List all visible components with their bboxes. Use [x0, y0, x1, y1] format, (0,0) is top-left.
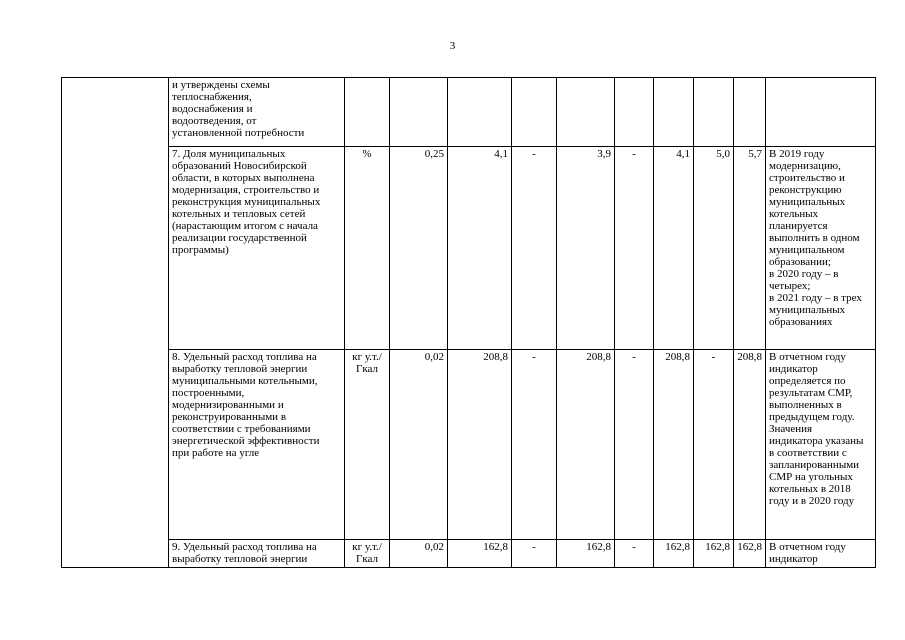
note-cell	[766, 78, 876, 147]
value-cell	[654, 78, 694, 147]
value-cell	[390, 78, 448, 147]
indicator-cell	[169, 350, 345, 540]
value-cell: 4,1	[448, 147, 512, 350]
value-cell	[615, 78, 654, 147]
value-cell	[512, 78, 557, 147]
value-cell: 162,8	[654, 540, 694, 568]
value-cell: -	[615, 350, 654, 540]
note-cell	[766, 540, 876, 568]
indicator-cell	[169, 540, 345, 568]
unit-cell: кг у.т./ Гкал	[345, 350, 390, 540]
note-cell	[766, 147, 876, 350]
value-cell: 208,8	[734, 350, 766, 540]
value-cell: 162,8	[557, 540, 615, 568]
value-cell: 162,8	[448, 540, 512, 568]
value-cell	[448, 78, 512, 147]
indicator-text: 9. Удельный расход топлива на выработку тепловой энергии	[172, 541, 317, 565]
value-cell: 208,8	[448, 350, 512, 540]
indicators-table	[61, 77, 876, 568]
indicator-text: 8. Удельный расход топлива на выработку тепловой энергии муниципальными котельными, построенными, модернизированными и реконструированными в соответствии с требованиями энергетической эффективности при работе на угле	[172, 351, 320, 459]
note-text: В отчетном году индикатор	[769, 541, 846, 565]
note-text: В отчетном году индикатор определяется по результатам СМР, выполненных в предыдущем году. Значения индикатора указаны в соответствии с запланированными СМР на угольных котельных в 2018 году и в 2020 году	[769, 351, 864, 507]
value-cell: 5,7	[734, 147, 766, 350]
note-text: В 2019 году модернизацию, строительство и реконструкцию муниципальных котельных планируется выполнить в одном муниципальном образовании; в 2020 году – в четырех; в 2021 году – в трех муниципальных образованиях	[769, 148, 862, 328]
value-cell: 5,0	[694, 147, 734, 350]
value-cell: 208,8	[654, 350, 694, 540]
value-cell: 0,02	[390, 540, 448, 568]
indicator-text: и утверждены схемы теплоснабжения, водоснабжения и водоотведения, от установленной потребности	[172, 79, 305, 139]
value-cell: 162,8	[734, 540, 766, 568]
value-cell: -	[615, 147, 654, 350]
value-cell: -	[694, 350, 734, 540]
table-row	[62, 350, 876, 540]
value-cell: -	[512, 540, 557, 568]
unit-cell: кг у.т./ Гкал	[345, 540, 390, 568]
value-cell	[734, 78, 766, 147]
value-cell: 3,9	[557, 147, 615, 350]
value-cell: -	[512, 147, 557, 350]
value-cell: 0,02	[390, 350, 448, 540]
page-number: 3	[449, 40, 456, 52]
value-cell: -	[512, 350, 557, 540]
indicator-text: 7. Доля муниципальных образований Новосибирской области, в которых выполнена модернизация, строительство и реконструкция муниципальных котельных и тепловых сетей (нарастающим итогом с начала реализации государственной программы)	[172, 148, 321, 256]
value-cell	[557, 78, 615, 147]
value-cell: 0,25	[390, 147, 448, 350]
value-cell: -	[615, 540, 654, 568]
note-cell	[766, 350, 876, 540]
table-bottom-border	[61, 567, 875, 568]
unit-cell: %	[345, 147, 390, 350]
indicator-cell	[169, 78, 345, 147]
table-row	[62, 147, 876, 350]
indicator-cell	[169, 147, 345, 350]
table-row	[62, 78, 876, 147]
program-column-cell	[62, 78, 169, 568]
value-cell: 208,8	[557, 350, 615, 540]
value-cell: 4,1	[654, 147, 694, 350]
value-cell	[694, 78, 734, 147]
unit-cell	[345, 78, 390, 147]
value-cell: 162,8	[694, 540, 734, 568]
table-row	[62, 540, 876, 568]
